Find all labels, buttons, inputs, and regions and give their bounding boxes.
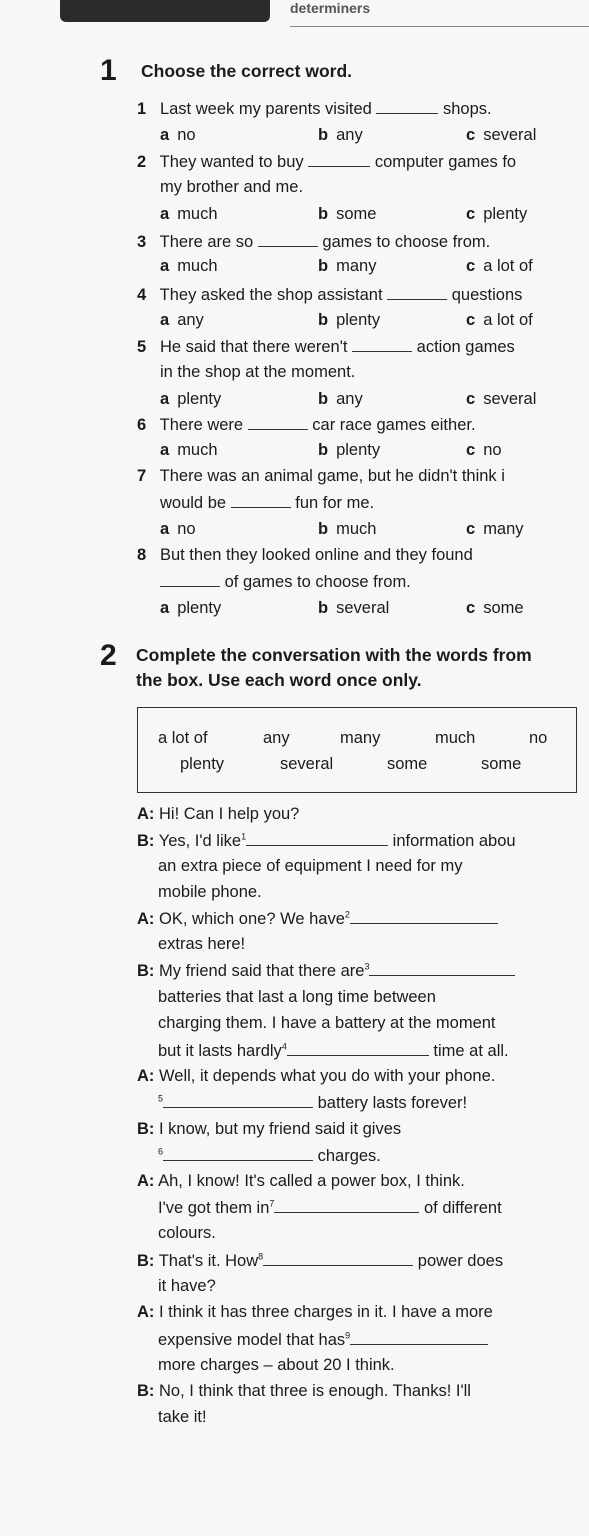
speaker: A: bbox=[137, 805, 155, 823]
dialogue-line: but it lasts hardly$^4$ time at all. bbox=[158, 1041, 509, 1060]
question-1 bbox=[137, 99, 492, 119]
header-rule bbox=[290, 26, 589, 27]
dialogue-line: A: Ah, I know! It's called a power box, I think. bbox=[137, 1172, 465, 1190]
speaker: A: bbox=[137, 1067, 155, 1085]
option-c[interactable]: c no bbox=[466, 441, 502, 459]
speaker: B: bbox=[137, 1252, 155, 1270]
speaker: B: bbox=[137, 1382, 155, 1400]
exercise-2-instruction: Complete the conversation with the words from bbox=[136, 645, 532, 665]
dialogue-line: A: Well, it depends what you do with your phone. bbox=[137, 1067, 496, 1085]
dialogue-line: B: Yes, I'd like$^1$ information abou bbox=[137, 831, 516, 850]
answer-blank-5[interactable] bbox=[163, 1093, 313, 1108]
option-a[interactable]: a no bbox=[160, 520, 196, 538]
word-box-item: a lot of bbox=[158, 729, 208, 747]
answer-blank[interactable] bbox=[376, 99, 438, 114]
option-b[interactable]: b much bbox=[318, 520, 377, 538]
dialogue-line: B: No, I think that three is enough. Thanks! I'll bbox=[137, 1382, 471, 1400]
question-text: shops. bbox=[442, 100, 492, 118]
word-box-item: some bbox=[481, 755, 522, 773]
dialogue-line: $^5$ battery lasts forever! bbox=[158, 1093, 468, 1112]
option-b[interactable]: b some bbox=[318, 205, 377, 223]
question-8: 8 But then they looked online and they found bbox=[137, 546, 473, 564]
answer-blank-9[interactable] bbox=[350, 1330, 488, 1345]
dialogue-line: I've got them $in^7$ of different bbox=[158, 1198, 502, 1217]
dialogue-line: expensive model that has$^9$ bbox=[158, 1330, 488, 1350]
option-b[interactable]: b any bbox=[318, 390, 363, 408]
answer-blank-2[interactable] bbox=[350, 909, 498, 924]
word-box-item: any bbox=[263, 729, 290, 747]
word-box-item: some bbox=[387, 755, 428, 773]
dialogue-line: B: I know, but my friend said it gives bbox=[137, 1120, 402, 1138]
answer-blank-7[interactable] bbox=[274, 1198, 419, 1213]
question-6: 6 There were car race games either. bbox=[137, 416, 476, 434]
dialogue-line: colours. bbox=[158, 1224, 216, 1242]
answer-blank-6[interactable] bbox=[163, 1146, 313, 1161]
dialogue-line: A: Hi! Can I help you? bbox=[137, 805, 300, 823]
option-b[interactable]: b several bbox=[318, 599, 390, 617]
speaker: A: bbox=[137, 1172, 155, 1190]
answer-blank-1[interactable] bbox=[246, 831, 388, 846]
option-c[interactable]: c many bbox=[466, 520, 524, 538]
speaker: B: bbox=[137, 1120, 155, 1138]
question-4: 4 They asked the shop assistant questions bbox=[137, 286, 523, 304]
answer-blank[interactable] bbox=[387, 285, 447, 300]
speaker: B: bbox=[137, 962, 155, 980]
question-number: 1 bbox=[137, 100, 147, 118]
question-3: 3 There are so games to choose from. bbox=[137, 233, 491, 251]
dialogue-line: mobile phone. bbox=[158, 883, 262, 901]
word-box-item: several bbox=[280, 755, 334, 773]
question-2: 2 They wanted to buy computer games fo bbox=[137, 153, 517, 171]
question-text-continued: would be fun for me. bbox=[160, 494, 375, 512]
answer-blank[interactable] bbox=[258, 232, 318, 247]
question-text-continued: my brother and me. bbox=[160, 178, 304, 196]
answer-blank-4[interactable] bbox=[287, 1041, 429, 1056]
option-c[interactable]: c several bbox=[466, 126, 537, 144]
dialogue-line: $^6$ charges. bbox=[158, 1146, 381, 1165]
option-c[interactable]: c a lot of bbox=[466, 311, 533, 329]
word-box-item: many bbox=[340, 729, 381, 747]
dialogue-line: extras here! bbox=[158, 935, 246, 953]
dialogue-line: A: I think it has three charges in it. I have a more bbox=[137, 1303, 493, 1321]
header-word: determiners bbox=[290, 0, 371, 16]
dialogue-line: batteries that last a long time between bbox=[158, 988, 436, 1006]
exercise-1-number: 1 bbox=[100, 54, 117, 87]
answer-blank[interactable] bbox=[308, 152, 370, 167]
option-c[interactable]: c a lot of bbox=[466, 257, 533, 275]
word-box-item: plenty bbox=[180, 755, 225, 773]
option-a[interactable]: a much bbox=[160, 205, 218, 223]
option-a[interactable]: a no bbox=[160, 126, 196, 144]
option-c[interactable]: c several bbox=[466, 390, 537, 408]
question-text-continued: in the shop at the moment. bbox=[160, 363, 356, 381]
option-b[interactable]: b plenty bbox=[318, 311, 381, 329]
option-a[interactable]: a much bbox=[160, 257, 218, 275]
dialogue-line: more charges – about 20 I think. bbox=[158, 1356, 395, 1374]
option-b[interactable]: b plenty bbox=[318, 441, 381, 459]
option-a[interactable]: a any bbox=[160, 311, 204, 329]
exercise-2-number: 2 bbox=[100, 639, 117, 672]
dialogue-line: A: OK, which one? We have$^2$ bbox=[137, 909, 498, 929]
answer-blank[interactable] bbox=[160, 572, 220, 587]
word-box-item: no bbox=[529, 729, 548, 747]
section-header-bar bbox=[60, 0, 270, 22]
exercise-2-instruction: the box. Use each word once only. bbox=[136, 670, 422, 690]
option-b[interactable]: b many bbox=[318, 257, 377, 275]
option-a[interactable]: a much bbox=[160, 441, 218, 459]
answer-blank-3[interactable] bbox=[369, 961, 515, 976]
word-box-item: much bbox=[435, 729, 476, 747]
option-b[interactable]: b any bbox=[318, 126, 363, 144]
question-7: 7 There was an animal game, but he didn't think i bbox=[137, 467, 505, 485]
dialogue-line: take it! bbox=[158, 1408, 207, 1426]
answer-blank[interactable] bbox=[231, 493, 291, 508]
option-a[interactable]: a plenty bbox=[160, 599, 222, 617]
option-a[interactable]: a plenty bbox=[160, 390, 222, 408]
answer-blank[interactable] bbox=[352, 337, 412, 352]
speaker: A: bbox=[137, 910, 155, 928]
speaker: A: bbox=[137, 1303, 155, 1321]
question-5: 5 He said that there weren't action games bbox=[137, 338, 515, 356]
word-box bbox=[137, 707, 577, 793]
dialogue-line: B: My friend said that there are$^3$ bbox=[137, 961, 515, 981]
dialogue-line: it have? bbox=[158, 1277, 216, 1295]
question-text-continued: of games to choose from. bbox=[160, 572, 411, 592]
dialogue-line: B: That's it. How$^8$ power does bbox=[137, 1251, 504, 1270]
dialogue-line: charging them. I have a battery at the moment bbox=[158, 1014, 496, 1032]
option-c[interactable]: c plenty bbox=[466, 205, 528, 223]
answer-blank[interactable] bbox=[248, 415, 308, 430]
question-text: Last week my parents visited bbox=[159, 100, 372, 118]
dialogue-line: an extra piece of equipment I need for my bbox=[158, 857, 463, 875]
exercise-1-instruction: Choose the correct word. bbox=[141, 61, 353, 81]
option-c[interactable]: c some bbox=[466, 599, 524, 617]
answer-blank-8[interactable] bbox=[263, 1251, 413, 1266]
speaker: B: bbox=[137, 832, 155, 850]
